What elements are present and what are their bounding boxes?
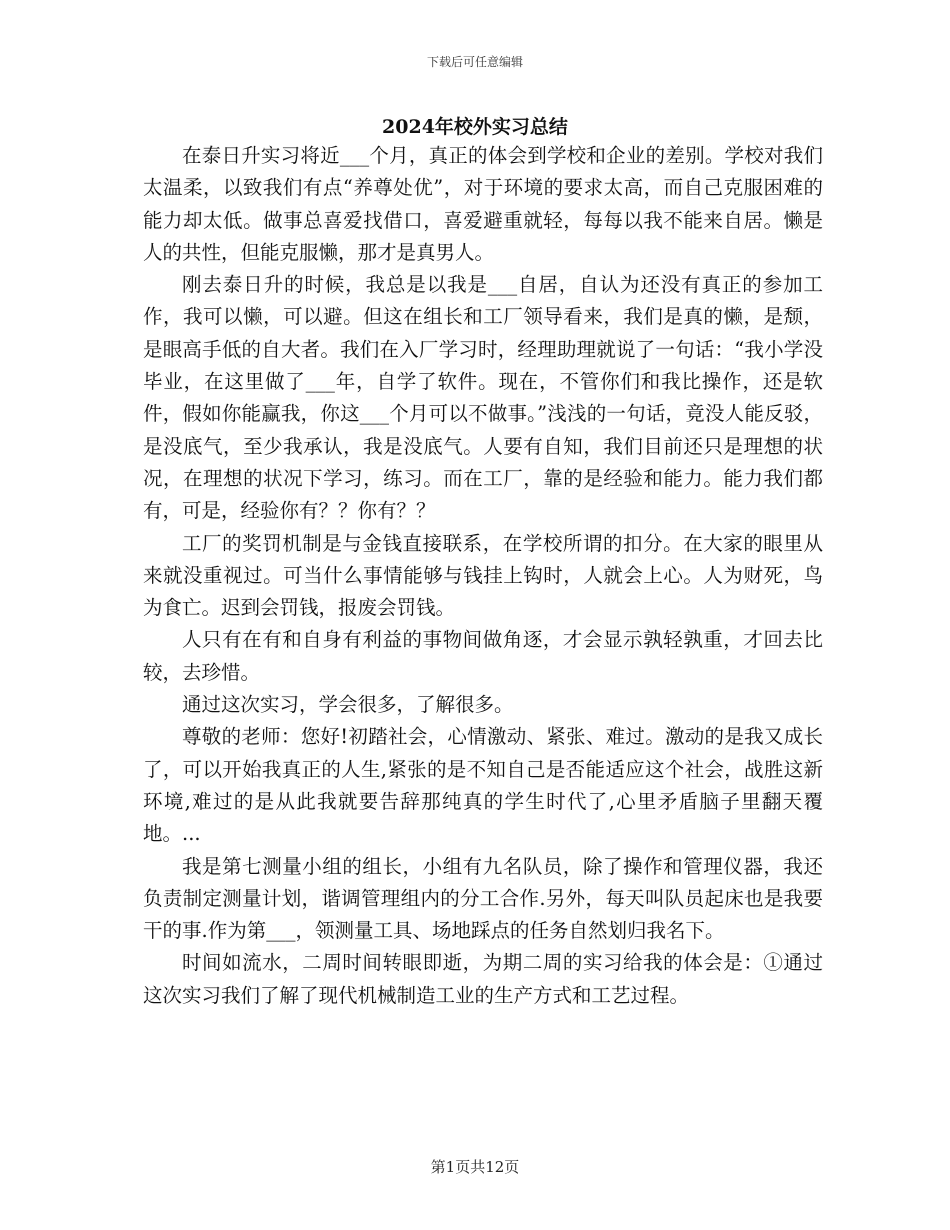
paragraph: 刚去泰日升的时候，我总是以我是___自居，自认为还没有真正的参加工作，我可以懒，可以避。但这在组长和工厂领导看来，我们是真的懒，是颓，是眼高手低的自大者。我们在入厂学习时，经理助理就说了一句话：“我小学没毕业，在这里做了___年，自学了软件。现在，不管你们和我比操作，还是软件，假如你能赢我，你这___个月可以不做事。”浅浅的一句话，竟没人能反驳，是没底气，至少我承认，我是没底气。人要有自知，我们目前还只是理想的状况，在理想的状况下学习，练习。而在工厂，靠的是经验和能力。能力我们都有，可是，经验你有？？你有？？ bbox=[143, 273, 823, 523]
paragraph: 在泰日升实习将近___个月，真正的体会到学校和企业的差别。学校对我们太温柔，以致我们有点“养尊处优”，对于环境的要求太高，而自己克服困难的能力却太低。做事总喜爱找借口，喜爱避重就轻，每每以我不能来自居。懒是人的共性，但能克服懒，那才是真男人。 bbox=[143, 144, 823, 264]
paragraph: 人只有在有和自身有利益的事物间做角逐，才会显示孰轻孰重，才回去比较，去珍惜。 bbox=[143, 628, 823, 684]
document-title: 2024年校外实习总结 bbox=[382, 116, 568, 138]
page-number: 第1页共12页 bbox=[430, 1158, 520, 1176]
page-header-note: 下载后可任意编辑 bbox=[426, 55, 523, 69]
paragraph: 工厂的奖罚机制是与金钱直接联系，在学校所谓的扣分。在大家的眼里从来就没重视过。可当什么事情能够与钱挂上钩时，人就会上心。人为财死，鸟为食亡。迟到会罚钱，报废会罚钱。 bbox=[143, 531, 823, 620]
paragraph: 我是第七测量小组的组长，小组有九名队员，除了操作和管理仪器，我还负责制定测量计划，谐调管理组内的分工合作.另外，每天叫队员起床也是我要干的事.作为第___，领测量工具、场地踩点的任务自然划归我名下。 bbox=[143, 854, 823, 943]
paragraph: 通过这次实习，学会很多，了解很多。 bbox=[182, 693, 514, 717]
paragraph: 尊敬的老师：您好!初踏社会，心情激动、紧张、难过。激动的是我又成长了，可以开始我真正的人生,紧张的是不知自己是否能适应这个社会，战胜这新环境,难过的是从此我就要告辞那纯真的学生时代了,心里矛盾脑子里翻天覆地。... bbox=[143, 725, 823, 846]
paragraph: 时间如流水，二周时间转眼即逝，为期二周的实习给我的体会是：①通过这次实习我们了解了现代机械制造工业的生产方式和工艺过程。 bbox=[143, 951, 823, 1007]
document-body bbox=[143, 140, 823, 1012]
